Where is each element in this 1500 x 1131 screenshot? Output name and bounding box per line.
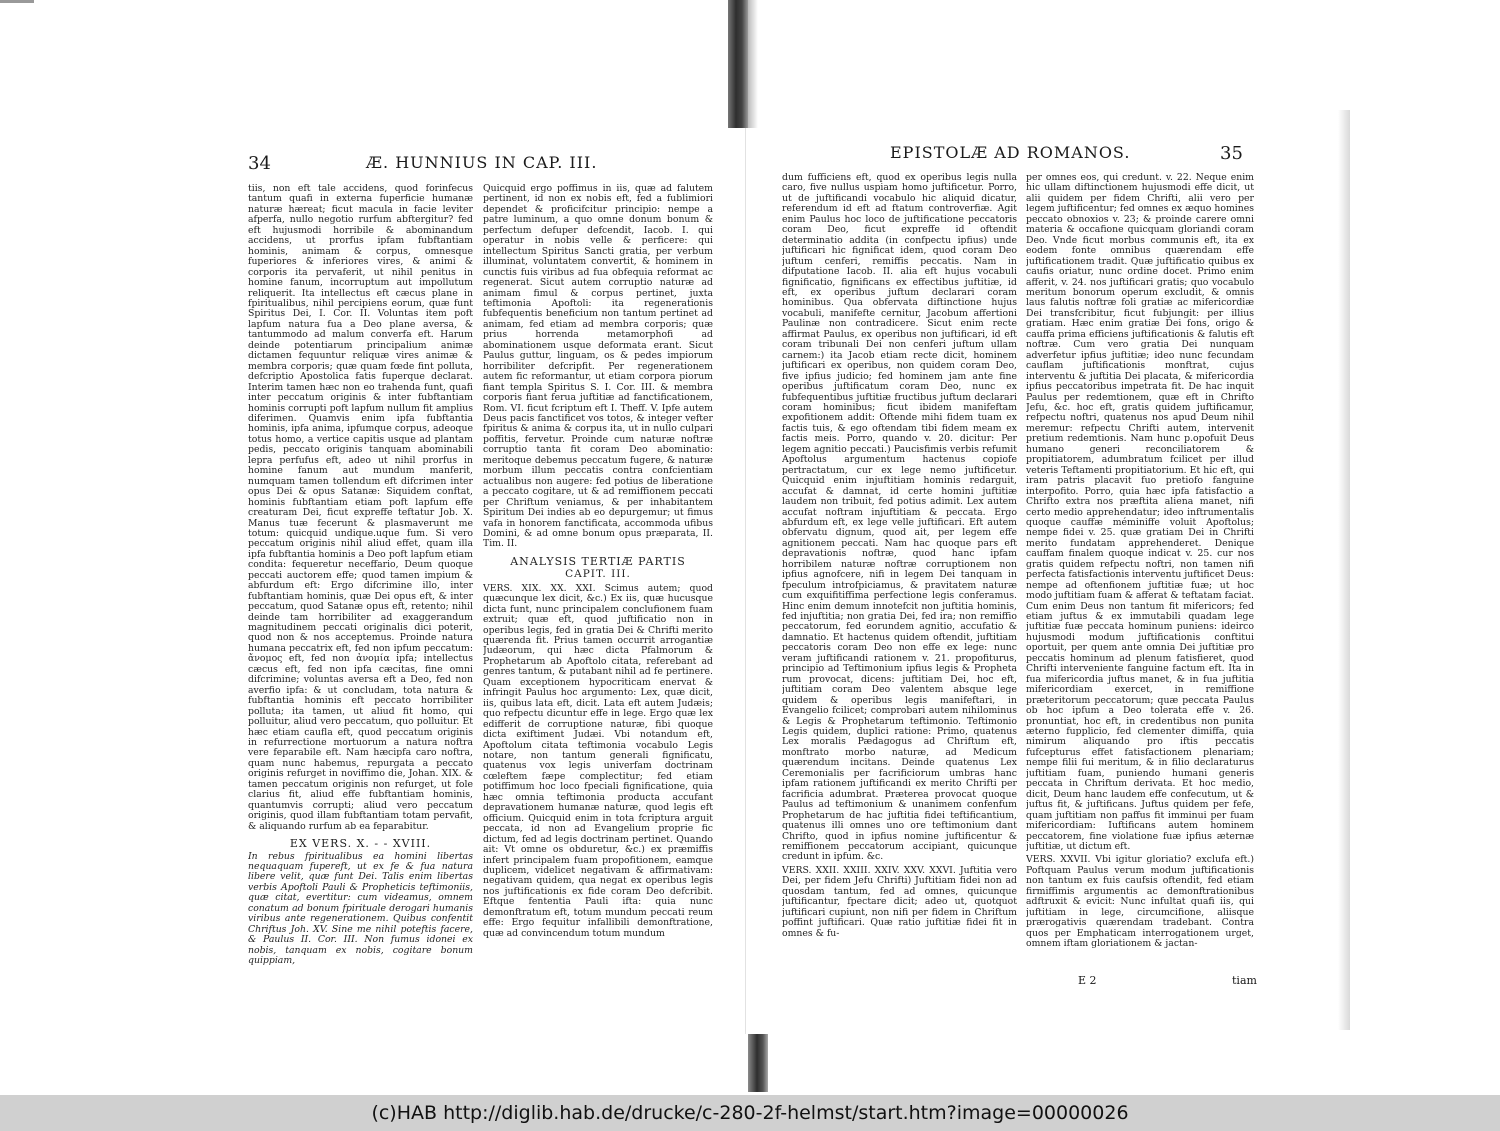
catchword: tiam: [1232, 974, 1257, 987]
page-edge-right: [1338, 110, 1350, 1030]
left-col2-heading: ANALYSIS TERTIÆ PARTIS: [510, 554, 686, 568]
right-running-head: [890, 137, 1250, 171]
right-running-title: EPISTOLÆ AD ROMANOS.: [890, 143, 1131, 162]
page-edge-mark: [0, 0, 34, 3]
binding-fold: [745, 128, 746, 1034]
right-col2-after: VERS. XXVII. Vbi igitur gloriatio? exclufa eft.) Poftquam Paulus verum modum juftificationis non tantum ex fuis caufsis oftendit, fed etiam firmiffimis argumentis ac demonftrationibus adftruxit & evicit: Nunc infultat quafi iis, qui juftitiam in lege, circumcifione, aliisque prærogativis quærendam tradebant. Contra quos per Emphaticam interrogationem urget, omnem iftam gloriationem & jactan-: [1026, 854, 1254, 950]
right-column-2: [1026, 173, 1254, 983]
left-running-title: Æ. HUNNIUS IN CAP. III.: [366, 153, 598, 172]
footer-credit: (c)HAB http://diglib.hab.de/drucke/c-280-2f-helmst/start.htm?image=00000026: [371, 1102, 1129, 1124]
binding-gutter-top: [728, 0, 748, 128]
right-col1-after: VERS. XXII. XXIII. XXIV. XXV. XXVI. Juftitia vero Dei, per fidem Jefu Chrifti) Juftitiam fidei non ad quosdam tantum, fed ad omnes, quicunque juftificantur, fpectare dicit; adeo ut, quotquot juftificari cupiunt, non nifi per fidem in Chriftum poffint juftificari. Quæ ratio juftitiæ fidei fit in omnes & fu-: [782, 864, 1017, 939]
right-page-number: 35: [1220, 143, 1243, 164]
binding-gutter-shadow: [748, 0, 758, 128]
left-col2-after: VERS. XIX. XX. XXI. Scimus autem; quod quæcunque lex dicit, &c.) Ex iis, quæ hucusque dicta funt, nunc principalem conclufionem fuam extruit; quæ eft, quod juftificatio non in operibus legis, fed in gratia Dei & Chrifti merito quærenda fit. Prius tamen occurrit arrogantiæ Judæorum, qui hæc dicta Pfalmorum & Prophetarum ab Apoftolo citata, referebant ad genres tantum, & putabant nihil ad fe pertinere. Quam exceptionem hypocriticam enervat & infringit Paulus hoc argumento: Lex, quæ dicit, iis, quibus lata eft, dicit. Lata eft autem Judæis; quo refpectu dicuntur effe in lege. Ergo quæ lex edifferit de corruptione naturæ, fibi quoque dicta exiftiment Judæi. Vbi notandum eft, Apoftolum citata teftimonia vocabulo Legis notare, non tantum generali fignificatu, quatenus vox legis univerfam doctrinam cœleftem fæpe complectitur; fed etiam potiffimum hoc loco fpeciali fignificatione, quia hæc omnia teftimonia producta accufant depravationem humanæ naturæ, quod legis eft officium. Quicquid enim in tota fcriptura arguit peccata, id non ad Evangelium proprie fic dictum, fed ad legis doctrinam pertinet. Quando ait: Vt omne os obduretur, &c.) ex præmiffis infert principalem fuam propofitionem, eamque duplicem, videlicet negativam & affirmativam: negativam quidem, qua negat ex operibus legis nos juftificationis ex fide coram Deo defcribit. Eftque fententia Pauli ifta: quia nunc demonftratum eft, totum mundum peccati reum effe: Ergo fequitur infallibili demonftratione, quæ ad convincendum totum mundum: [483, 582, 713, 939]
left-page-number: 34: [248, 153, 271, 174]
binding-gutter-bottom: [748, 1034, 768, 1092]
left-col1-text: tiis, non eft tale accidens, quod forinfecus tantum quafi in externa fuperficie humanæ naturæ hæreat; ficut macula in facie leviter afperfa, nullo negotio rurfum abftergitur? fed eft hujusmodi horribile & abominandum accidens, ut prorfus ipfam fubftantiam hominis, animam & corpus, omnesque fuperiores & inferiores vires, & animi & corporis ita pervaferit, ut nihil penitus in homine fanum, incorruptum aut impollutum reliquerit. Ita intellectus eft cæcus plane in fpiritualibus, nihil percipiens eorum, quæ funt Spiritus Dei, I. Cor. II. Voluntas item poft lapfum natura fua a Deo plane aversa, & tantummodo ad malum converfa eft. Harum deinde potentiarum principalium animæ dictamen fequuntur reliquæ vires animæ & membra corporis; quæ quam fœde fint polluta, defcriptio Apostolica fatis fuperque declarat. Interim tamen hæc non eo trahenda funt, quafi inter peccatum originis & inter fubftantiam hominis corrupti poft lapfum nullum fit amplius diferimen. Quamvis enim ipfa fubftantia hominis, ipfa anima, ipfumque corpus, adeoque totus homo, a vertice capitis usque ad plantam pedis, peccato originis tanquam abominabili lepra perfufus eft, adeo ut nihil prorfus in homine fanum aut mundum manferit, numquam tamen tollendum eft difcrimen inter opus Dei & opus Satanæ: Siquidem conftat, hominis fubftantiam etiam poft lapfum effe creaturam Dei, ficut expreffe teftatur Job. X. Manus tuæ fecerunt & plasmaverunt me totum: quicquid undique.uque fum. Si vero peccatum originis nihil aliud effet, quam illa ipfa fubftantia hominis a Deo poft lapfum etiam condita: fequeretur neceffario, Deum quoque peccati auctorem effe; quod tamen impium & abfurdum eft: Ergo difcrimine illo, inter fubftantiam hominis, quæ Dei opus eft, & inter peccatum, quod Satanæ opus eft, retento; nihil deinde tam horribiliter ad exaggerandum magnitudinem peccati originalis dici poterit, quod non & nos acceptemus. Proinde natura humana peccatrix eft, fed non ipfum peccatum: ἄνομος eft, fed non ἀνομία ipfa; intellectus cæcus eft, fed non ipfa cæcitas, fine omni difcrimine; voluntas aversa eft a Deo, fed non averfio ipfa: & ut concludam, tota natura & fubftantia hominis eft peccato horribiliter polluta; ita tamen, ut aliud fit homo, qui polluitur, aliud vero peccatum, quo polluitur. Et hæc etiam caufla eft, quod peccatum originis in refurrectione mortuorum a natura noftra vere feparabile eft. Nam hæcipfa caro noftra, quam nunc habemus, repurgata a peccato originis refurget in noviffimo die, Johan. XIX. & tamen peccatum originis non refurget, ut fole clarius fit, aliud effe fubftantiam hominis, quantumvis corrupti; aliud vero peccatum originis, quod illam fubftantiam totam pervafit, & aliquando rurfum ab ea feparabitur.: [248, 184, 473, 832]
left-column-1: [248, 184, 473, 1034]
left-col1-after: In rebus fpiritualibus ea homini libertas nequaquam fupereft, ut ex fe & fua natura libere velit, quæ funt Dei. Talis enim libertas verbis Apoftoli Pauli & Propheticis teftimoniis, quæ citat, evertitur: cum videamus, omnem conatum ad bonum fpirituale derogari humanis viribus ante regenerationem. Quibus confentit Chriftus Joh. XV. Sine me nihil poteftis facere, & Paulus II. Cor. III. Non fumus idonei ex nobis, tanquam ex nobis, cogitare bonum quippiam,: [248, 850, 473, 967]
left-col2-subheading: CAPIT. III.: [565, 568, 631, 581]
signature-mark: E 2: [1078, 974, 1097, 987]
left-column-2: [483, 184, 713, 1034]
left-col2-text: Quicquid ergo poffimus in iis, quæ ad falutem pertinent, id non ex nobis eft, fed a fublimiori dependet & proficifcitur principio: nempe a patre luminum, a quo omne donum bonum & perfectum defuper defcendit, Iacob. I. qui operatur in nobis velle & perficere: qui intellectum Spiritus Sancti gratia, per verbum illuminat, voluntatem convertit, & hominem in cunctis fuis viribus ad fua obfequia reformat ac regenerat. Sicut autem corruptio naturæ ad animam fimul & corpus pertinet, juxta teftimonia Apoftoli: ita regenerationis fubfequentis beneficium non tantum pertinet ad animam, fed etiam ad membra corporis; quæ prius horrenda metamorphofi ad abominationem usque deformata erant. Sicut Paulus guttur, linguam, os & pedes impiorum horribiliter defcripfit. Per regenerationem autem fic reformantur, ut etiam corpora piorum fiant templa Spiritus S. I. Cor. III. & membra corporis fiant ferua juftitiæ ad fanctificationem, Rom. VI. ficut fcriptum eft I. Theff. V. Ipfe autem Deus pacis fanctificet vos totos, & integer vefter fpiritus & anima & corpus ita, ut in nullo culpari poffitis, fervetur. Proinde cum naturæ noftræ corruptio tanta fit coram Deo abominatio: meritoque debemus peccatum fugere, & naturæ morbum illum peccatis contra confcientiam actualibus non augere: fed potius de liberatione a peccato cogitare, ut & ad remiffionem peccati per Chriftum veniamus, & per inhabitantem Spiritum Dei indies ab eo depurgemur; ut fimus vafa in honorem fanctificata, accommoda ufibus Domini, & ad omne bonum opus præparata, II. Tim. II.: [483, 184, 713, 550]
left-running-head: [248, 147, 718, 181]
right-col2-text: per omnes eos, qui credunt. v. 22. Neque enim hic ullam diftinctionem hujusmodi effe dicit, ut alii quidem per fidem Chrifti, alii vero per legem juftificentur; fed omnes ex æquo homines peccato obnoxios v. 23; & proinde carere omni materia & occafione quicquam gloriandi coram Deo. Vnde ficut morbus communis eft, ita ex eodem fonte omnibus quærendam effe juftificationem tradit. Quæ juftificatio quibus ex caufis oriatur, nunc ordine docet. Primo enim afferit, v. 24. nos juftificari gratis; quo vocabulo meritum bonorum operum excludit, & omnis laus falutis noftræ foli gratiæ ac mifericordiæ Dei transfcribitur, ficut fubjungit: per illius gratiam. Hæc enim gratiæ Dei fons, origo & cauffa prima efficiens juftificationis & falutis eft noftræ. Cum vero gratia Dei nunquam adverfetur ipfius juftitiæ; ideo nunc fecundam cauflam juftificationis monftrat, cujus interventu & juftitia Dei placata, & mifericordia ipfius peccatoribus impetrata fit. De hac inquit Paulus per redemtionem, quæ eft in Chrifto Jefu, &c. hoc eft, gratis quidem juftificamur, refpectu noftri, quatenus nos apud Deum nihil meremur: refpectu Chrifti autem, intervenit pretium redemtionis. Nam hunc p.opofuit Deus humano generi reconciliatorem & propitiatorem, adumbratum fcilicet per illud veteris Teftamenti propitiatorium. Et hic eft, qui iram patris placavit fuo pretiofo fanguine interpofito. Porro, quia hæc ipfa fatisfactio a Chrifto extra nos præftita aliena manet, nifi certo medio apprehendatur; ideo inftrumentalis quoque cauffæ méminiffe voluit Apoftolus; nempe fidei v. 25. quæ gratiam Dei in Chrifti merito fundatam apprehenderet. Denique cauffam finalem quoque indicat v. 25. cur nos gratis quidem refpectu noftri, non tamen nifi perfecta fatisfactionis interventu juftificet Deus: nempe ad oftenfionem juftitiæ fuæ; ut hoc modo juftitiam fuam & afferat & teftatam faciat. Cum enim Deus non tantum fit mifericors; fed etiam juftus & ex immutabili quadam lege juftitiæ fuæ peccata hominum puniens: ideirco hujusmodi modum juftificationis conftitui oportuit, per quem ante omnia Dei juftitiæ pro peccatis hominum ad plenum fatisfieret, quod Chrifti interveniente fanguine factum eft. Ita in fua mifericordia juftus manet, & in fua juftitia mifericordiam exercet, in remiffione præteritorum peccatorum; quæ peccata Paulus ob hoc ipfum a Deo tolerata effe v. 26. pronuntiat, hoc eft, in credentibus non punita æterno fupplicio, fed clementer dimiffa, quia nimirum aliquando pro iftis peccatis fufcepturus effet fatisfactionem plenariam; nempe filii fui meritum, & in filio declaraturus juftitiam fuam, puniendo humani generis peccata in Chriftum derivata. Et hoc medio, dicit, Deum hanc laudem effe confecutum, ut & juftus fit, & juftificans. Juftus quidem per fefe, quam juftitiam non paffus fit imminui per fuam mifericordiam: Iuftificans autem hominem peccatorem, fine violatione fuæ ipfius æternæ juftitiæ, ut dictum eft.: [1026, 173, 1254, 852]
left-col1-heading: EX VERS. X. - - XVIII.: [289, 837, 432, 851]
right-column-1: [782, 173, 1017, 988]
right-col1-text: dum fufficiens eft, quod ex operibus legis nulla caro, five nullus uspiam homo juftificetur. Porro, ut de juftificandi vocabulo hic aliquid dicatur, referendum id eft ad ftatum controverfiæ. Agit enim Paulus hoc loco de juftificatione peccatoris coram Deo, ficut expreffe id oftendit determinatio addita (in confpectu ipfius) unde juftificari hic fignificat idem, quod coram Deo juftum cenferi, remiffis peccatis. Nam in difputatione Iacob. II. alia eft hujus vocabuli fignificatio, fignificans ex effectibus juftitiæ, id eft, ex operibus juftum declarari coram hominibus. Qua obfervata diftinctione hujus vocabuli, manifefte cernitur, Jacobum affertioni Paulinæ non contradicere. Sicut enim recte affirmat Paulus, ex operibus non juftificari, id eft coram tribunali Dei non cenferi juftum ullam carnem:) ita Jacob etiam recte dicit, hominem juftificari ex operibus, non quidem coram Deo, five ipfius judicio; fed hominem jam ante fine operibus juftificatum coram Deo, nunc ex fubfequentibus juftitiæ fructibus juftum declarari coram hominibus; ficut ibidem manifeftam expofitionem addit: Oftende mihi fidem tuam ex factis tuis, & ego oftendam tibi fidem meam ex factis meis. Porro, quando v. 20. dicitur: Per legem agnitio peccati.) Paucisfimis verbis refumit Apoftolus argumentum hactenus copiofe pertractatum, cur ex lege nemo juftificetur. Quicquid enim injuftitiam hominis redarguit, accufat & damnat, id certe homini juftitiæ laudem non tribuit, fed potius adimit. Lex autem accufat noftram injuftitiam & peccata. Ergo abfurdum eft, ex lege velle juftificari. Eft autem obfervatu dignum, quod ait, per legem effe agnitionem peccati. Nam hac quoque pars eft depravationis noftræ, quod hanc ipfam horribilem naturæ noftræ corruptionem non ipfius agnofcere, nifi in legem Dei tanquam in fpeculum introfpiciamus, & pravitatem naturæ cum exquifitiffima perfectione legis conferamus. Hinc enim demum innotefcit non juftitia hominis, fed injuftitia; non gratia Dei, fed ira; non remiffio peccatorum, fed eorundem agnitio, accufatio & damnatio. Et hactenus quidem oftendit, juftitiam peccatoris coram Deo non effe ex lege: nunc veram juftificandi rationem v. 21. propofiturus, principio ad Teftimonium ipfius legis & Propheta rum provocat, dicens: juftitiam Dei, hoc eft, juftitiam coram Deo valentem absque lege quidem & operibus legis manifeftari, in Evangelio fcilicet; comprobari autem nihilominus & Legis & Prophetarum teftimonio. Teftimonio Legis quidem, duplici ratione: Primo, quatenus Lex moralis Pædagogus ad Chriftum eft, monftrato morbo naturæ, ad Medicum quærendum incitans. Deinde quatenus Lex Ceremonialis per facrificiorum umbras hanc ipfam rationem juftificandi ex merito Chrifti per facrificia adumbrat. Præterea provocat quoque Paulus ad teftimonium & unanimem confenfum Prophetarum de hac juftitia fidei teftificantium, quatenus illi omnes uno ore teftimonium dant Chrifto, quod in ipfius nomine juftificentur & remiffionem peccatorum accipiant, quicunque credunt in ipfum. &c.: [782, 173, 1017, 863]
